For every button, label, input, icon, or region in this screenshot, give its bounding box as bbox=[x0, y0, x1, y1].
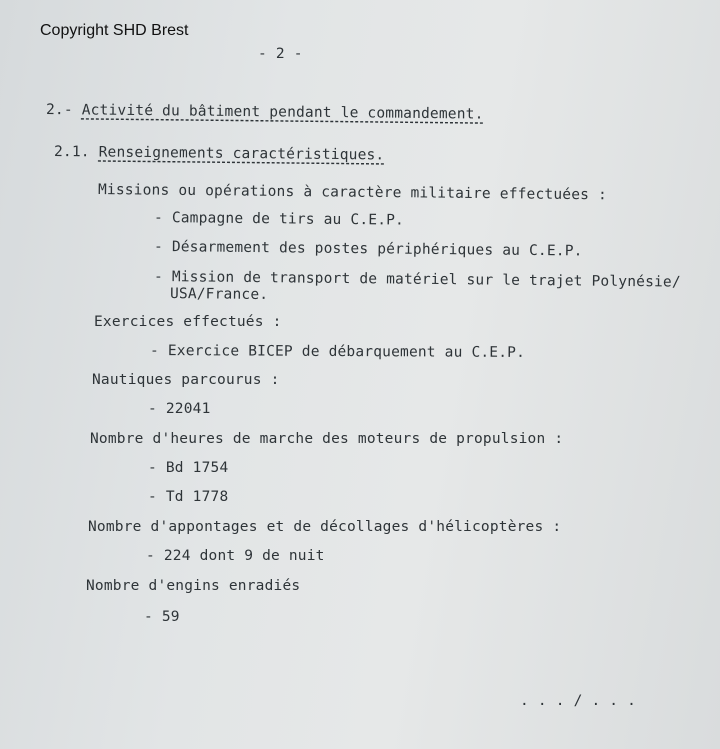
section-title: Activité du bâtiment pendant le commandement. bbox=[81, 102, 484, 123]
subsection-number: 2.1. bbox=[53, 144, 90, 161]
page-number: - 2 - bbox=[258, 46, 303, 62]
heures-heading: Nombre d'heures de marche des moteurs de propulsion : bbox=[90, 431, 564, 447]
subsection-heading bbox=[54, 144, 385, 163]
section-number: 2.- bbox=[45, 102, 73, 119]
nautiques-value: - 22041 bbox=[148, 401, 211, 417]
exercise-item: - Exercice BICEP de débarquement au C.E.P. bbox=[149, 343, 526, 361]
appontages-value: - 224 dont 9 de nuit bbox=[146, 548, 325, 564]
mission-item: - Désarmement des postes périphériques au C.E.P. bbox=[153, 239, 583, 260]
heures-item: - Bd 1754 bbox=[148, 460, 229, 476]
engins-heading: Nombre d'engins enradiés bbox=[86, 578, 301, 594]
mission-item-continued: USA/France. bbox=[169, 286, 269, 304]
missions-heading: Missions ou opérations à caractère militaire effectuées : bbox=[97, 182, 608, 204]
section-heading bbox=[46, 102, 484, 123]
heures-item: - Td 1778 bbox=[148, 489, 229, 505]
nautiques-heading: Nautiques parcourus : bbox=[92, 372, 280, 388]
copyright-watermark: Copyright SHD Brest bbox=[40, 22, 189, 39]
subsection-title: Renseignements caractéristiques. bbox=[98, 144, 385, 164]
engins-value: - 59 bbox=[144, 609, 180, 625]
appontages-heading: Nombre d'appontages et de décollages d'hélicoptères : bbox=[88, 519, 562, 535]
mission-item: - Mission de transport de matériel sur le trajet Polynésie/ bbox=[153, 269, 681, 291]
continuation-mark: . . . / . . . bbox=[520, 693, 637, 709]
exercises-heading: Exercices effectués : bbox=[94, 314, 282, 330]
mission-item: - Campagne de tirs au C.E.P. bbox=[153, 210, 405, 229]
